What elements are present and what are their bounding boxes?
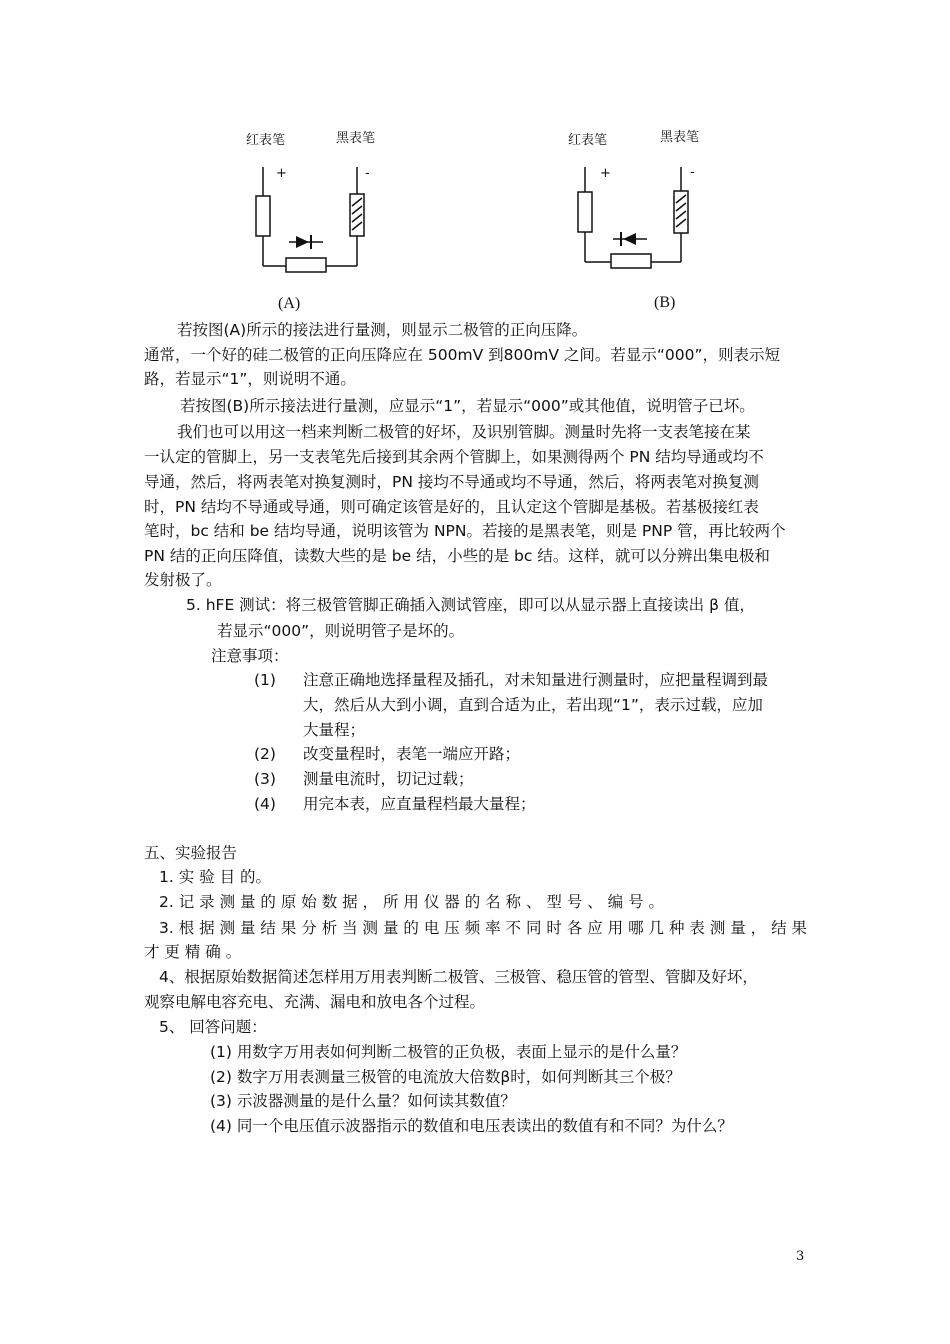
paragraph-line: 通常，一个好的硅二极管的正向压降应在 500mV 到800mV 之间。若显示“000”，则表示短 (144, 346, 781, 364)
note-text: 注意正确地选择量程及插孔，对未知量进行测量时，应把量程调到最 (303, 671, 769, 689)
paragraph-line: 发射极了。 (144, 571, 222, 589)
note-number: (4) (254, 795, 276, 813)
report-item: 2. 记 录 测 量 的 原 始 数 据 ， 所 用 仪 器 的 名 称 、 型 号 、 编 号 。 (159, 893, 665, 911)
figure-caption-b: (B) (654, 294, 676, 311)
red-probe-label-a: 红表笔 (246, 133, 286, 148)
diode-reversed-icon-b (621, 232, 636, 246)
paragraph-line: 笔时，bc 结和 be 结均导通，说明该管为 NPN。若接的是黑表笔，则是 PNP 管，再比较两个 (144, 522, 786, 540)
paragraph-line: PN 结的正向压降值，读数大些的是 be 结，小些的是 bc 结。这样，就可以分辨出集电极和 (144, 547, 770, 565)
paragraph-line: 一认定的管脚上，另一支表笔先后接到其余两个管脚上，如果测得两个 PN 结均导通或均不 (144, 448, 764, 466)
question-item: (1) 用数字万用表如何判断二极管的正负极，表面上显示的是什么量？ (210, 1043, 687, 1061)
report-item: 1. 实 验 目 的。 (159, 868, 271, 886)
question-item: (2) 数字万用表测量三极管的电流放大倍数β时，如何判断其三个极？ (210, 1068, 681, 1086)
paragraph-line: 若按图(B)所示接法进行量测，应显示“1”，若显示“000”或其他值，说明管子已坏。 (180, 397, 755, 415)
paragraph-line: 路，若显示“1”，则说明不通。 (144, 370, 356, 388)
notes-title: 注意事项： (211, 647, 289, 665)
report-item: 5、 回答问题： (159, 1018, 267, 1036)
note-text: 用完本表，应直量程档最大量程； (303, 795, 536, 813)
minus-sign-a: - (365, 166, 370, 181)
red-probe-label-b: 红表笔 (568, 133, 608, 148)
report-item: 3. 根 据 测 量 结 果 分 析 当 测 量 的 电 压 频 率 不 同 时 各 应 用 哪 几 种 表 测 量 ， 结 果 (159, 919, 808, 937)
question-item: (4) 同一个电压值示波器指示的数值和电压表读出的数值有和不同？为什么？ (210, 1117, 733, 1135)
report-item: 观察电解电容充电、充满、漏电和放电各个过程。 (144, 993, 486, 1011)
black-probe-label-b: 黑表笔 (660, 130, 700, 145)
note-number: (1) (254, 671, 276, 689)
paragraph-line: 时，PN 结均不导通或导通，则可确定该管是好的，且认定这个管脚是基极。若基极接红表 (144, 498, 759, 516)
page-number: 3 (796, 1249, 805, 1264)
note-text: 改变量程时，表笔一端应开路； (303, 745, 521, 763)
minus-sign-b: - (690, 165, 695, 180)
paragraph-line: 我们也可以用这一档来判断二极管的好坏，及识别管脚。测量时先将一支表笔接在某 (177, 423, 751, 441)
paragraph-line: 若按图(A)所示的接法进行量测，则显示二极管的正向压降。 (177, 321, 588, 339)
figure-caption-a: (A) (278, 295, 301, 312)
note-number: (2) (254, 745, 276, 763)
plus-sign-b: + (600, 166, 611, 181)
note-text: 测量电流时，切记过载； (303, 770, 474, 788)
hfe-test-line: 5. hFE 测试：将三极管管脚正确插入测试管座，即可以从显示器上直接读出 β 值， (186, 596, 755, 614)
hfe-test-line: 若显示“000”，则说明管子是坏的。 (217, 622, 465, 640)
black-probe-label-a: 黑表笔 (336, 131, 376, 146)
paragraph-line: 导通，然后，将两表笔对换复测时，PN 接均不导通或均不导通，然后，将两表笔对换复测 (144, 473, 759, 491)
question-item: (3) 示波器测量的是什么量？如何读其数值？ (210, 1092, 516, 1110)
note-number: (3) (254, 770, 276, 788)
note-text: 大量程； (303, 721, 366, 739)
report-item: 4、根据原始数据简述怎样用万用表判断二极管、三极管、稳压管的管型、管脚及好坏， (159, 968, 758, 986)
note-text: 大，然后从大到小调，直到合适为止，若出现“1”，表示过载，应加 (303, 696, 763, 714)
section-heading: 五、实验报告 (144, 844, 238, 862)
plus-sign-a: + (276, 166, 287, 181)
report-item: 才 更 精 确 。 (144, 943, 242, 961)
